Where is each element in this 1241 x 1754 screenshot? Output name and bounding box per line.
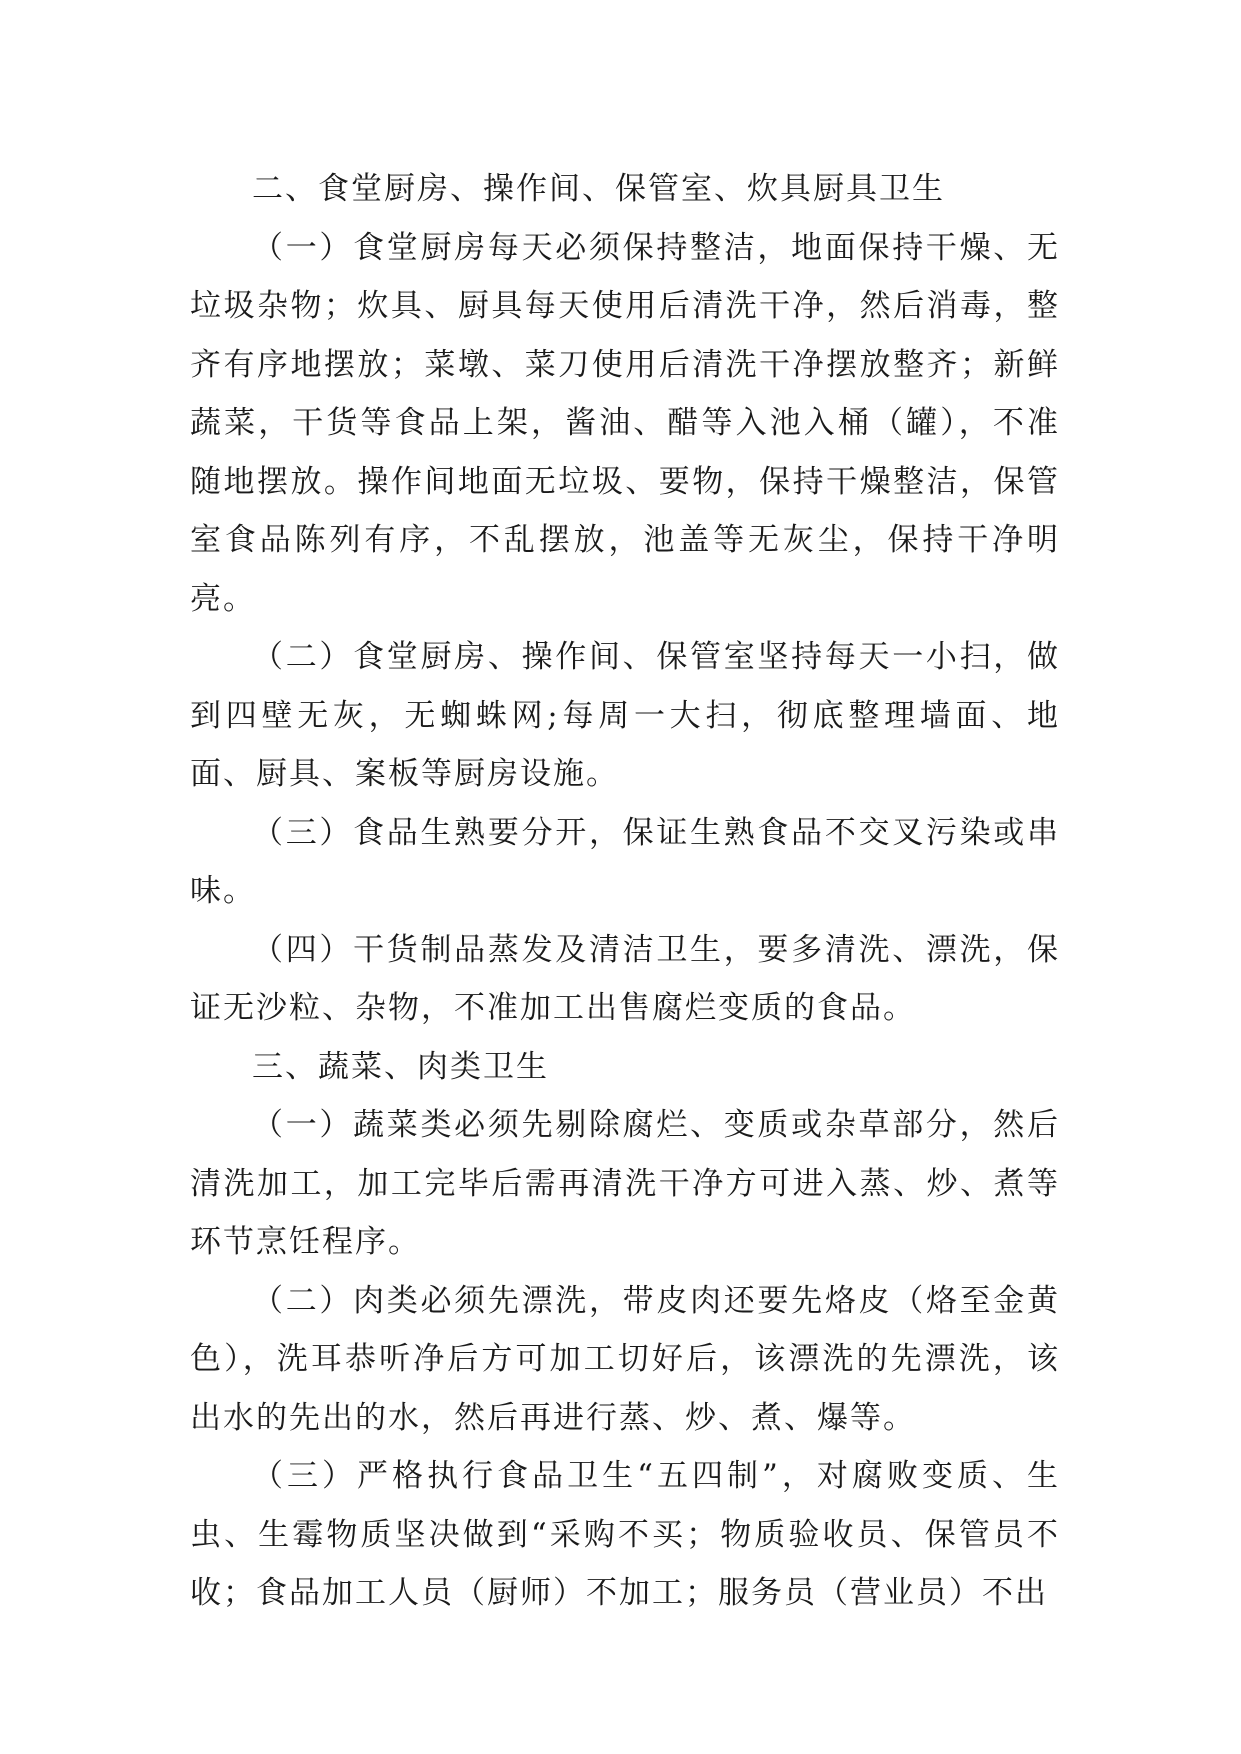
paragraph-3-1: （一）蔬菜类必须先剔除腐烂、变质或杂草部分，然后清洗加工，加工完毕后需再清洗干净方可进入蒸、炒、煮等环节烹饪程序。 [190,1107,1060,1260]
paragraph-2-2: （二）食堂厨房、操作间、保管室坚持每天一小扫，做到四壁无灰，无蜘蛛网;每周一大扫，彻底整理墙面、地面、厨具、案板等厨房设施。 [190,639,1060,792]
paragraph-2-4: （四）干货制品蒸发及清洁卫生，要多清洗、漂洗，保证无沙粒、杂物，不准加工出售腐烂变质的食品。 [190,931,1060,1026]
paragraph-3-3: （三）严格执行食品卫生“五四制”，对腐败变质、生虫、生霉物质坚决做到“采购不买；物质验收员、保管员不收；食品加工人员（厨师）不加工；服务员（营业员）不出 [190,1458,1060,1611]
section-heading-3: 三、蔬菜、肉类卫生 [252,1048,549,1085]
paragraph-2-3: （三）食品生熟要分开，保证生熟食品不交叉污染或串味。 [190,814,1060,909]
paragraph-3-2: （二）肉类必须先漂洗，带皮肉还要先烙皮（烙至金黄色），洗耳恭听净后方可加工切好后，该漂洗的先漂洗，该出水的先出的水，然后再进行蒸、炒、煮、爆等。 [190,1282,1060,1436]
section-heading-2: 二、食堂厨房、操作间、保管室、炊具厨具卫生 [252,171,945,207]
paragraph-2-1: （一）食堂厨房每天必须保持整洁，地面保持干燥、无垃圾杂物；炊具、厨具每天使用后清洗干净，然后消毒，整齐有序地摆放；菜墩、菜刀使用后清洗干净摆放整齐；新鲜蔬菜，干货等食品上架，酱油、醋等入池入桶（罐），不准随地摆放。操作间地面无垃圾、要物，保持干燥整洁，保管室食品陈列有序，不乱摆放，池盖等无灰尘，保持干净明亮。 [190,229,1060,617]
document-body [190,160,1060,1623]
